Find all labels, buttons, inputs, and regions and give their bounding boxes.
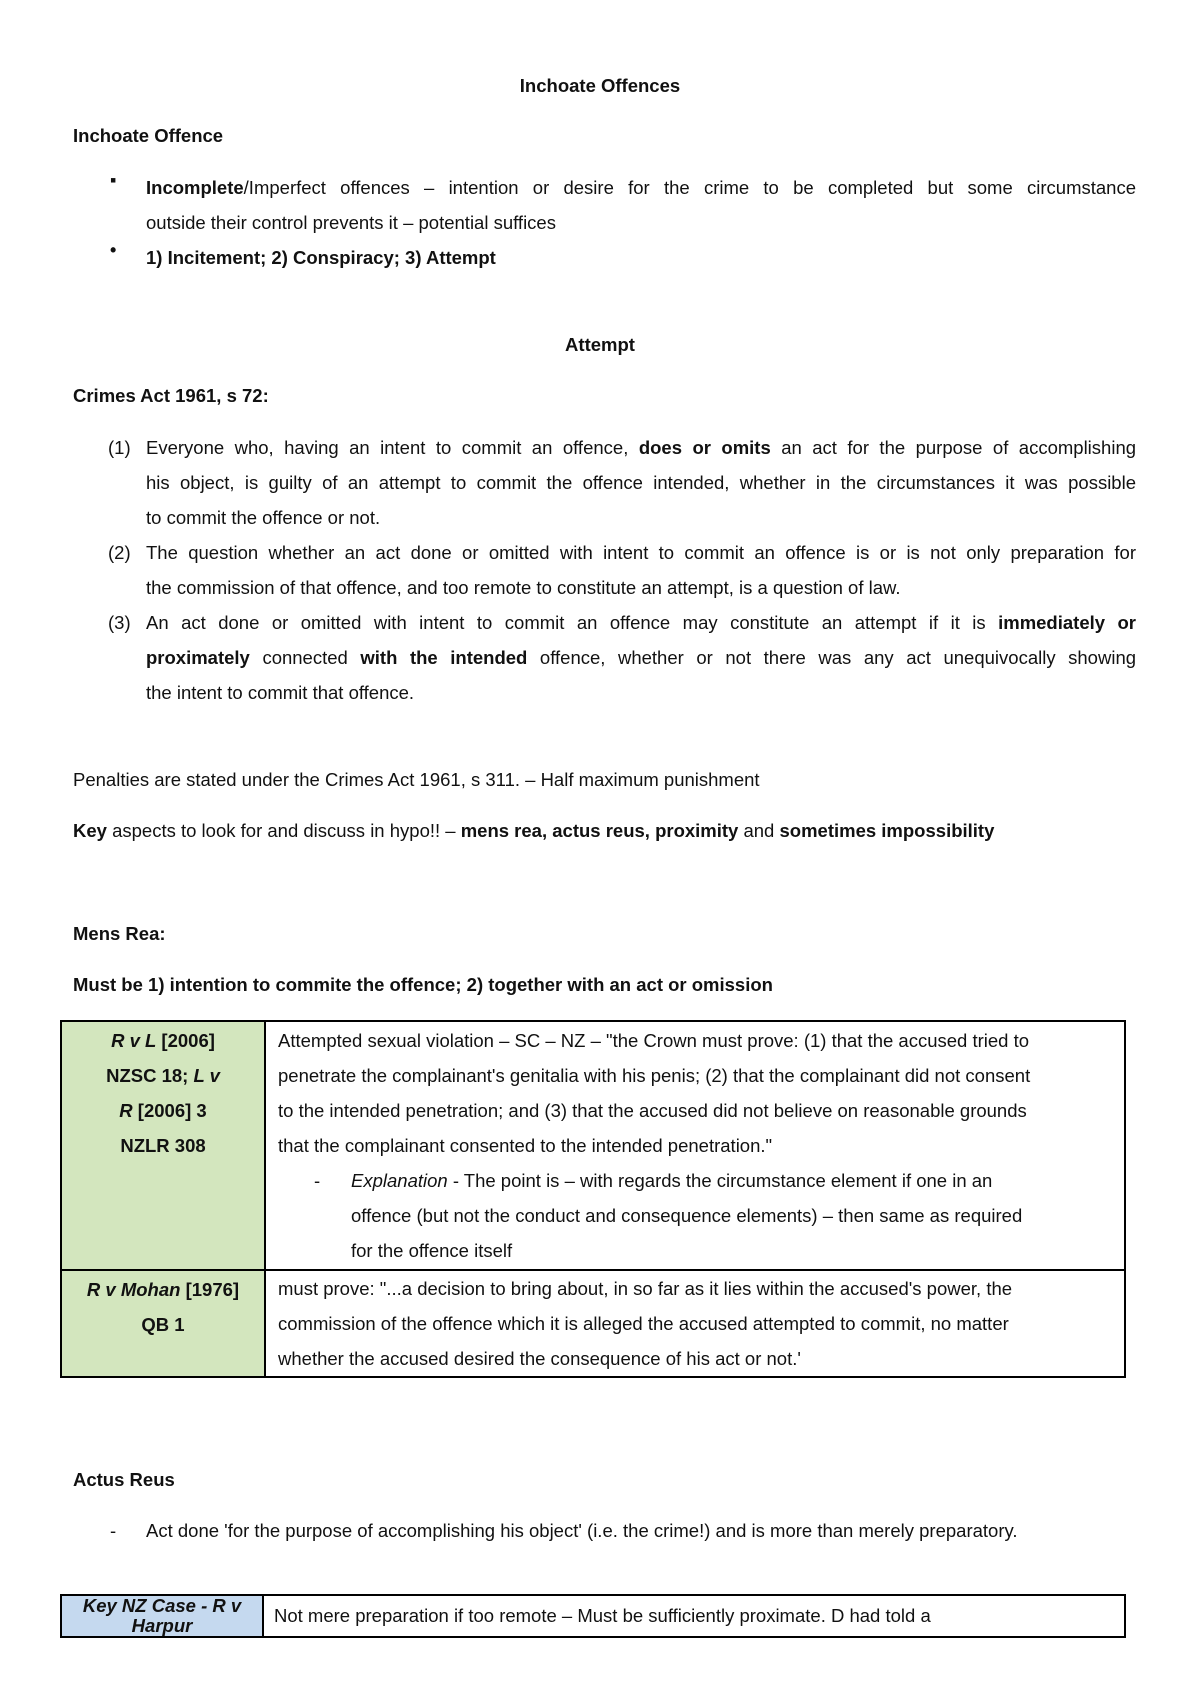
- bullet-icon: ▪: [110, 170, 117, 190]
- subsection-1-line-3: to commit the offence or not.: [146, 507, 381, 528]
- case-name: R v L [2006] NZSC 18; L v R [2006] 3 NZLR 308: [106, 1030, 220, 1156]
- case-summary-line: that the complainant consented to the intended penetration.": [278, 1135, 773, 1156]
- case-summary-line: penetrate the complainant's genitalia with his penis; (2) that the complainant did not consent: [278, 1065, 1031, 1086]
- section-heading-actus-reus: Actus Reus: [73, 1469, 175, 1490]
- mens-rea-subheading: Must be 1) intention to commite the offence; 2) together with an act or omission: [73, 974, 773, 995]
- table-row: [61, 1595, 1125, 1637]
- case-summary-line: whether the accused desired the consequence of his act or not.': [278, 1348, 801, 1369]
- bullet-item-1-line-2: outside their control prevents it – potential suffices: [146, 212, 556, 233]
- key-aspects-note: Key aspects to look for and discuss in hypo!! – mens rea, actus reus, proximity and sometimes impossibility: [73, 820, 995, 841]
- subsection-3-line-2: proximately connected with the intended offence, whether or not there was any act unequivocally showing: [146, 647, 1137, 668]
- explanation-line: offence (but not the conduct and consequence elements) – then same as required: [351, 1205, 1023, 1226]
- key-case-summary: Not mere preparation if too remote – Must be sufficiently proximate. D had told a: [263, 1595, 1125, 1637]
- subsection-2-line-2: the commission of that offence, and too remote to constitute an attempt, is a question of law.: [146, 577, 901, 598]
- bullet-item-2: 1) Incitement; 2) Conspiracy; 3) Attempt: [146, 247, 496, 268]
- section-heading-mens-rea: Mens Rea:: [73, 923, 166, 944]
- section-heading-inchoate: Inchoate Offence: [73, 125, 224, 146]
- subsection-3-line-3: the intent to commit that offence.: [146, 682, 415, 703]
- statute-heading: Crimes Act 1961, s 72:: [73, 385, 269, 406]
- penalties-note: Penalties are stated under the Crimes Act 1961, s 311. – Half maximum punishment: [73, 769, 760, 790]
- case-name-cell: [61, 1270, 265, 1377]
- dash-bullet: -: [110, 1520, 117, 1541]
- subsection-number: (2): [108, 542, 131, 563]
- case-summary-cell: [265, 1270, 1125, 1377]
- case-name: R v Mohan [1976] QB 1: [86, 1279, 240, 1335]
- subsection-2-line-1: The question whether an act done or omitted with intent to commit an offence is or is not only preparation for: [146, 542, 1136, 563]
- page-title: Inchoate Offences: [519, 75, 681, 96]
- case-summary-line: must prove: "...a decision to bring about, in so far as it lies within the accused's power, the: [278, 1278, 1013, 1299]
- subsection-number: (3): [108, 612, 131, 633]
- bullet-item-1-line-1: Incomplete/Imperfect offences – intention or desire for the crime to be completed but some circumstance: [146, 177, 1136, 198]
- key-case-name: Key NZ Case - R v Harpur: [61, 1595, 263, 1637]
- case-summary-line: commission of the offence which it is alleged the accused attempted to commit, no matter: [278, 1313, 1009, 1334]
- subsection-3-line-1: An act done or omitted with intent to commit an offence may constitute an attempt if it is immediately or: [146, 612, 1136, 633]
- subsection-number: (1): [108, 437, 131, 458]
- case-summary-line: Attempted sexual violation – SC – NZ – "the Crown must prove: (1) that the accused tried to: [278, 1030, 1030, 1051]
- section-heading-attempt: Attempt: [565, 334, 635, 355]
- explanation-line: for the offence itself: [351, 1240, 513, 1261]
- actus-reus-item: Act done 'for the purpose of accomplishing his object' (i.e. the crime!) and is more than merely preparatory.: [146, 1520, 1018, 1541]
- key-case-table: [60, 1594, 1126, 1638]
- dash-bullet: -: [314, 1170, 321, 1191]
- explanation-item: - Explanation - The point is – with regards the circumstance element if one in an: [278, 1163, 1112, 1198]
- table-row: [61, 1270, 1125, 1377]
- case-summary-line: to the intended penetration; and (3) that the accused did not believe on reasonable grounds: [278, 1100, 1027, 1121]
- subsection-1-line-1: Everyone who, having an intent to commit an offence, does or omits an act for the purpose of accomplishing: [146, 437, 1137, 458]
- case-name-cell: [61, 1021, 265, 1270]
- case-summary-cell: [265, 1021, 1125, 1270]
- table-row: [61, 1021, 1125, 1270]
- mens-rea-case-table: [60, 1020, 1126, 1378]
- subsection-1-line-2: his object, is guilty of an attempt to commit the offence intended, whether in the circumstances it was possible: [146, 472, 1136, 493]
- bullet-icon: •: [110, 240, 117, 260]
